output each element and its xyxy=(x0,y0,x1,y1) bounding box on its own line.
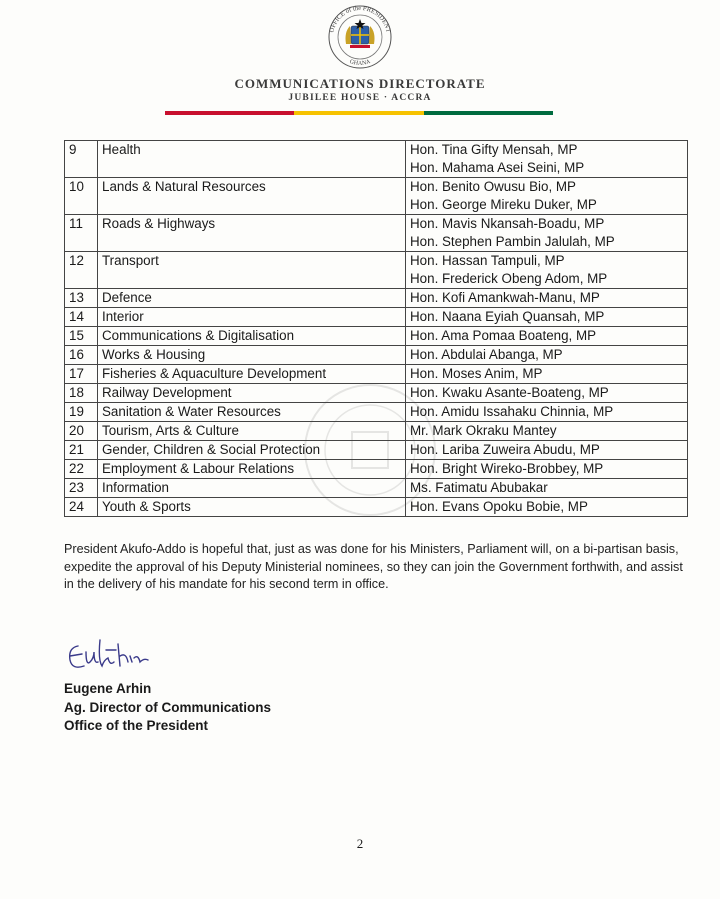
row-number: 10 xyxy=(65,178,98,215)
deputy-name: Hon. Amidu Issahaku Chinnia, MP xyxy=(410,404,614,419)
deputy-name: Hon. Kwaku Asante-Boateng, MP xyxy=(410,385,609,400)
table-row xyxy=(65,498,688,517)
row-number: 13 xyxy=(65,289,98,308)
deputy-cell xyxy=(406,498,688,517)
presidential-seal xyxy=(318,4,402,74)
deputy-cell xyxy=(406,384,688,403)
table-row xyxy=(65,422,688,441)
deputy-name: Hon. Lariba Zuweira Abudu, MP xyxy=(410,442,600,457)
table-row xyxy=(65,327,688,346)
table-row xyxy=(65,479,688,498)
ministry-cell: Transport xyxy=(98,252,406,289)
row-number: 18 xyxy=(65,384,98,403)
handwritten-signature xyxy=(64,632,174,680)
row-number: 11 xyxy=(65,215,98,252)
deputy-cell xyxy=(406,441,688,460)
ministry-cell: Youth & Sports xyxy=(98,498,406,517)
ministry-cell: Information xyxy=(98,479,406,498)
row-number: 16 xyxy=(65,346,98,365)
deputy-name: Hon. George Mireku Duker, MP xyxy=(410,197,597,212)
ministry-cell: Employment & Labour Relations xyxy=(98,460,406,479)
svg-text:GHANA xyxy=(349,59,372,67)
ministry-cell: Lands & Natural Resources xyxy=(98,178,406,215)
signatory-name: Eugene Arhin xyxy=(64,681,152,696)
row-number: 9 xyxy=(65,141,98,178)
ministry-cell: Sanitation & Water Resources xyxy=(98,403,406,422)
signatory-office: Office of the President xyxy=(64,718,209,733)
flag-red-stripe xyxy=(165,111,294,115)
deputy-cell xyxy=(406,460,688,479)
row-number: 17 xyxy=(65,365,98,384)
table-row xyxy=(65,215,688,252)
table-row xyxy=(65,403,688,422)
row-number: 23 xyxy=(65,479,98,498)
ministry-cell: Works & Housing xyxy=(98,346,406,365)
seal-bottom-text: GHANA xyxy=(348,58,372,67)
flag-gold-stripe xyxy=(294,111,423,115)
deputy-name: Hon. Mavis Nkansah-Boadu, MP xyxy=(410,216,605,231)
row-number: 20 xyxy=(65,422,98,441)
row-number: 22 xyxy=(65,460,98,479)
signatory-block xyxy=(64,680,271,736)
deputy-cell xyxy=(406,215,688,252)
flag-color-divider xyxy=(165,111,553,115)
table-row xyxy=(65,141,688,178)
ministry-cell: Railway Development xyxy=(98,384,406,403)
deputy-name: Hon. Benito Owusu Bio, MP xyxy=(410,179,576,194)
ministry-cell: Health xyxy=(98,141,406,178)
table-row xyxy=(65,460,688,479)
directorate-title: COMMUNICATIONS DIRECTORATE xyxy=(234,76,486,91)
deputy-name: Ms. Fatimatu Abubakar xyxy=(410,480,548,495)
seal-top-text: OFFICE of the PRESIDENT xyxy=(328,4,392,34)
ministry-cell: Interior xyxy=(98,308,406,327)
ministry-cell: Tourism, Arts & Culture xyxy=(98,422,406,441)
deputy-cell xyxy=(406,289,688,308)
deputy-name: Mr. Mark Okraku Mantey xyxy=(410,423,557,438)
page-number: 2 xyxy=(356,836,364,851)
closing-paragraph: President Akufo-Addo is hopeful that, just as was done for his Ministers, Parliament will, on a bi-partisan basis, expedite the approval of his Deputy Ministerial nominees, so they can join the Government forthwith, and assist in the delivery of his mandate for his second term in office. xyxy=(64,542,683,591)
table-row xyxy=(65,289,688,308)
deputy-name: Hon. Abdulai Abanga, MP xyxy=(410,347,563,362)
deputy-cell xyxy=(406,252,688,289)
table-row xyxy=(65,365,688,384)
deputy-name: Hon. Stephen Pambin Jalulah, MP xyxy=(410,234,615,249)
ministry-cell: Defence xyxy=(98,289,406,308)
deputy-cell xyxy=(406,308,688,327)
table-row xyxy=(65,441,688,460)
deputy-name: Hon. Frederick Obeng Adom, MP xyxy=(410,271,608,286)
directorate-address: JUBILEE HOUSE · ACCRA xyxy=(288,93,432,103)
deputy-name: Hon. Tina Gifty Mensah, MP xyxy=(410,142,578,157)
deputy-cell xyxy=(406,178,688,215)
deputy-name: Hon. Hassan Tampuli, MP xyxy=(410,253,565,268)
deputy-name: Hon. Bright Wireko-Brobbey, MP xyxy=(410,461,604,476)
deputy-name: Hon. Evans Opoku Bobie, MP xyxy=(410,499,588,514)
row-number: 24 xyxy=(65,498,98,517)
deputy-cell xyxy=(406,141,688,178)
row-number: 21 xyxy=(65,441,98,460)
signatory-role: Ag. Director of Communications xyxy=(64,699,272,715)
row-number: 19 xyxy=(65,403,98,422)
ministry-cell: Fisheries & Aquaculture Development xyxy=(98,365,406,384)
deputy-cell xyxy=(406,346,688,365)
deputy-cell xyxy=(406,365,688,384)
deputy-name: Hon. Kofi Amankwah-Manu, MP xyxy=(410,290,600,305)
table-row xyxy=(65,346,688,365)
deputy-name: Hon. Mahama Asei Seini, MP xyxy=(410,160,585,175)
row-number: 15 xyxy=(65,327,98,346)
flag-green-stripe xyxy=(424,111,553,115)
deputy-name: Hon. Moses Anim, MP xyxy=(410,366,543,381)
deputy-ministers-table xyxy=(64,140,688,517)
deputy-cell xyxy=(406,479,688,498)
ministry-cell: Roads & Highways xyxy=(98,215,406,252)
table-row xyxy=(65,252,688,289)
row-number: 14 xyxy=(65,308,98,327)
ministry-cell: Communications & Digitalisation xyxy=(98,327,406,346)
deputy-cell xyxy=(406,327,688,346)
row-number: 12 xyxy=(65,252,98,289)
ministry-cell: Gender, Children & Social Protection xyxy=(98,441,406,460)
table-row xyxy=(65,308,688,327)
table-row xyxy=(65,384,688,403)
deputy-cell xyxy=(406,422,688,441)
deputy-name: Hon. Naana Eyiah Quansah, MP xyxy=(410,309,605,324)
table-row xyxy=(65,178,688,215)
deputy-name: Hon. Ama Pomaa Boateng, MP xyxy=(410,328,597,343)
deputy-cell xyxy=(406,403,688,422)
